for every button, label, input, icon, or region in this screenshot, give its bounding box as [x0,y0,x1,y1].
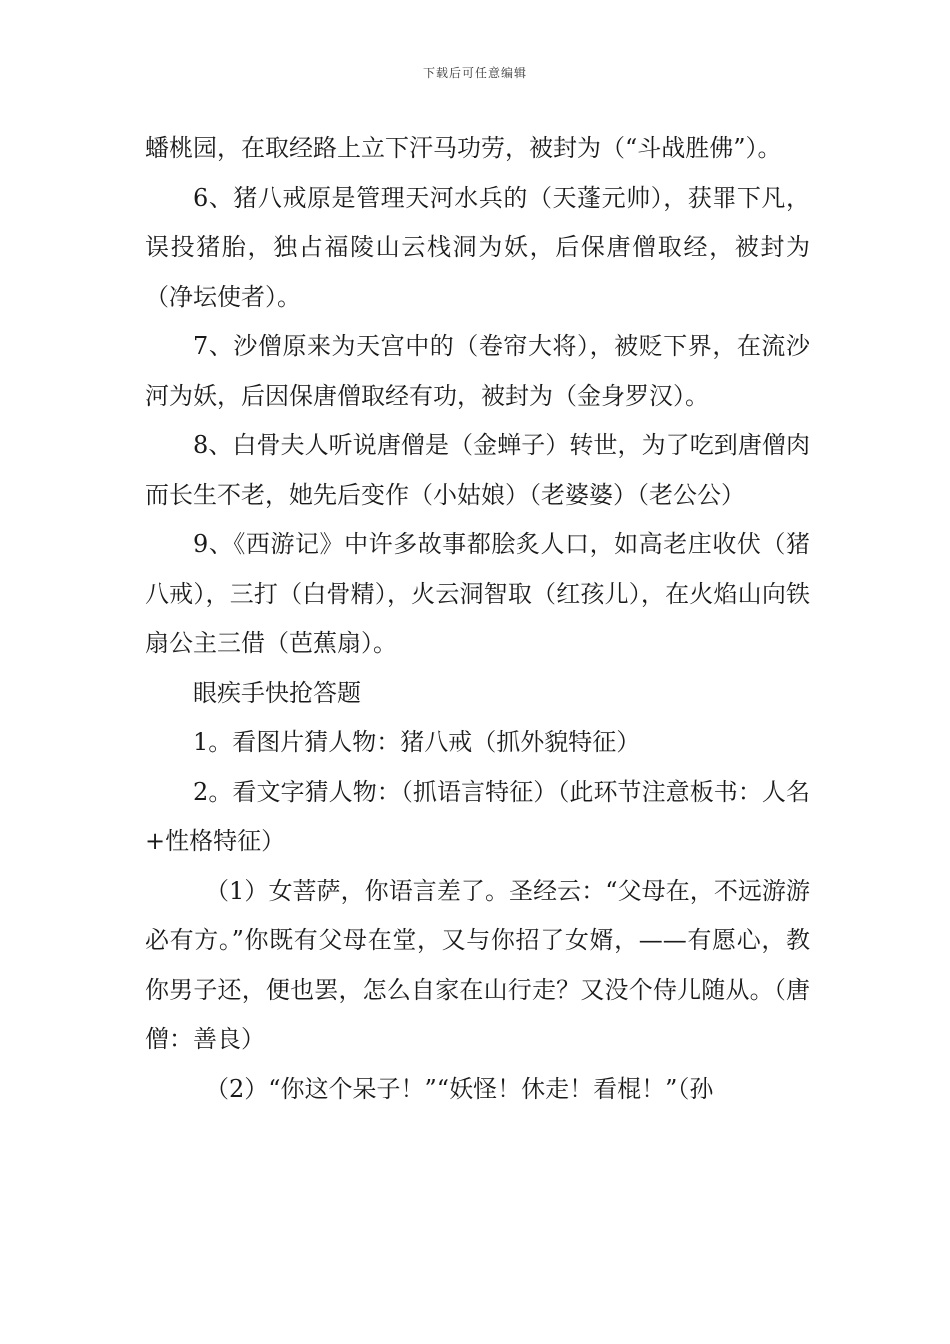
page-header: 下载后可任意编辑 [422,66,527,80]
paragraph-item-9: 9、《西游记》中许多故事都脍炙人口，如高老庄收伏（猪八戒），三打（白骨精），火云洞智取（红孩儿），在火焰山向铁扇公主三借（芭蕉扇）。 [145,530,810,657]
paragraph-item-7: 7、沙僧原来为天宫中的（卷帘大将），被贬下界，在流沙河为妖，后因保唐僧取经有功，被封为（金身罗汉）。 [145,332,810,410]
quote-item-2: （2）“你这个呆子！”“妖怪！休走！看棍！”（孙 [205,1074,714,1103]
section-heading: 眼疾手快抢答题 [193,678,361,707]
paragraph-continuation: 蟠桃园，在取经路上立下汗马功劳，被封为（“斗战胜佛”）。 [145,134,782,162]
quiz-item-2: 2。看文字猜人物：（抓语言特征）（此环节注意板书：人名+性格特征） [145,777,810,855]
paragraph-item-6: 6、猪八戒原是管理天河水兵的（天蓬元帅），获罪下凡，误投猪胎，独占福陵山云栈洞为妖，后保唐僧取经，被封为（净坛使者）。 [145,183,810,311]
document-body [145,124,810,1114]
quote-item-1: （1）女菩萨，你语言差了。圣经云：“父母在，不远游游必有方。”你既有父母在堂，又与你招了女婿，——有愿心，教你男子还，便也罢，怎么自家在山行走？又没个侍儿随从。（唐僧：善良） [145,876,810,1053]
quiz-item-1: 1。看图片猜人物：猪八戒（抓外貌特征） [193,728,641,756]
paragraph-item-8: 8、白骨夫人听说唐僧是（金蝉子）转世，为了吃到唐僧肉而长生不老，她先后变作（小姑娘）（老婆婆）（老公公） [145,431,810,509]
